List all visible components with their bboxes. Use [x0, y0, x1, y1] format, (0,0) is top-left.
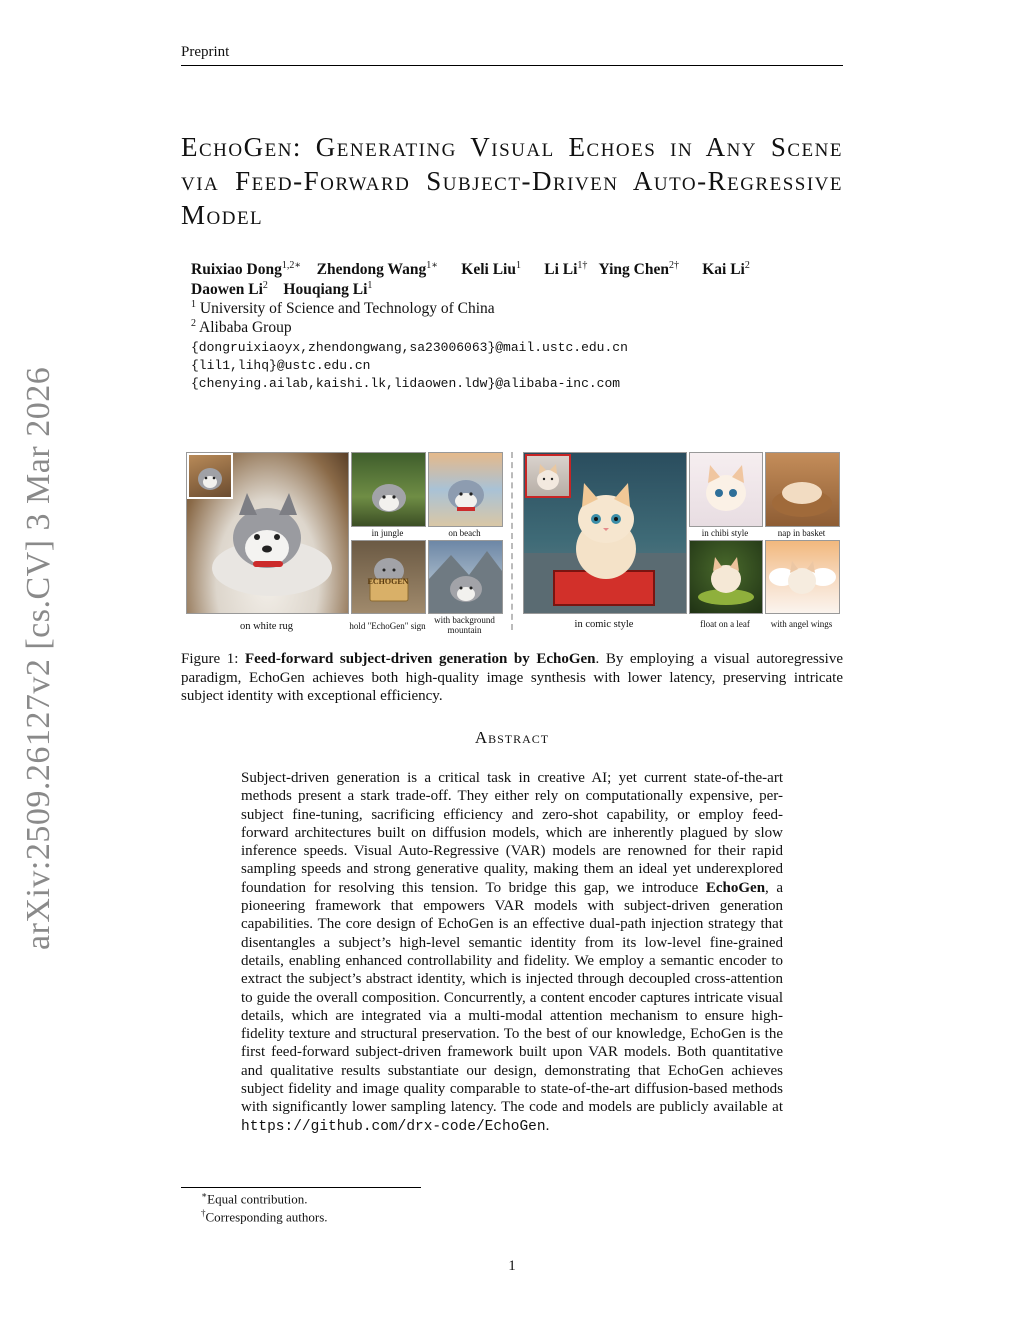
email-line-2[interactable]: {lil1,lihq}@ustc.edu.cn: [191, 358, 371, 373]
caption-on-beach: on beach: [448, 528, 481, 538]
husky-in-jungle-image: [351, 452, 426, 527]
affiliation-mark: 2: [191, 318, 196, 329]
kitten-float-on-leaf-image: [689, 540, 763, 614]
author-mark: 1,2∗: [281, 260, 302, 271]
affiliation-mark: 1: [191, 299, 196, 310]
author-mark: 1: [367, 280, 373, 291]
code-url-link[interactable]: https://github.com/drx-code/EchoGen: [241, 1118, 546, 1135]
affiliation-2: [191, 318, 292, 337]
footnote-corresponding: [201, 1208, 328, 1225]
caption-with-background-mountain: [425, 615, 504, 635]
figure-divider: [511, 452, 513, 630]
author-mark: 1∗: [426, 260, 439, 271]
author-name: Keli Liu: [461, 261, 516, 279]
author-name: Houqiang Li: [283, 281, 368, 299]
paper-title: EchoGen: Generating Visual Echoes in Any Scene via Feed-Forward Subject-Driven Auto-Regressive Model: [181, 132, 843, 230]
kitten-chibi-style-image: [689, 452, 763, 527]
affiliation-1: [191, 299, 495, 318]
author-name: Ying Chen: [598, 261, 669, 279]
author-name: Daowen Li: [191, 281, 263, 299]
footnote-text: Equal contribution.: [207, 1191, 308, 1207]
author-name: Zhendong Wang: [316, 261, 427, 279]
footnote-mark: †: [201, 1208, 206, 1218]
arxiv-stamp: arXiv:2509.26127v2 [cs.CV] 3 Mar 2026: [20, 366, 57, 950]
caption-in-comic-style: in comic style: [574, 619, 634, 630]
abstract-text-1: Subject-driven generation is a critical task in creative AI; yet current state-of-the-art methods present a stark trade-off. They either rely on computationally expensive, per-subject fine-tuning, sacrificing efficiency and zero-shot capability, or employ feed-forward architectures built on diffusion models, which are inherently plagued by slow inference speeds. Visual Auto-Regressive (VAR) models are renowned for their rapid sampling speeds and strong generative quality, making them an ideal yet underexplored foundation for resolving this tension. To bridge this gap, we introduce: [241, 770, 783, 896]
caption-float-on-a-leaf: float on a leaf: [700, 619, 750, 629]
author-name: Li Li: [544, 261, 578, 279]
figure-caption-bold: Feed-forward subject-driven generation by EchoGen: [245, 651, 596, 667]
email-line-3[interactable]: {chenying.ailab,kaishi.lk,lidaowen.ldw}@alibaba-inc.com: [191, 376, 621, 391]
affiliation-text: University of Science and Technology of China: [199, 300, 495, 318]
caption-with-angel-wings: with angel wings: [770, 619, 833, 629]
footnote-mark: ∗: [201, 1190, 208, 1200]
author-mark: 2: [262, 280, 268, 291]
author-line-1: [191, 260, 750, 279]
author-line-2: [191, 280, 372, 299]
kitten-nap-in-basket-image: [765, 452, 840, 527]
footnote-rule: [181, 1187, 421, 1188]
abstract-text-2: , a pioneering framework that empowers VAR models with subject-driven generation capabilities. The core design of EchoGen is an effective dual-path injection strategy that disentangles a subject’s high-level semantic identity from its low-level fine-grained details, enabling enhanced controllability and fidelity. We employ a semantic encoder to extract the subject’s abstract identity, which is injected through decoupled cross-attention to guide the overall composition. Concurrently, a content encoder captures intricate visual details, which are integrated via a multi-modal attention mechanism to ensure high-fidelity texture and structural preservation. To the best of our knowledge, EchoGen is the first feed-forward subject-driven framework built upon VAR models. Both quantitative and qualitative results substantiate our design, demonstrating that EchoGen achieves subject fidelity and image quality comparable to state-of-the-art diffusion-based methods with significantly lower sampling latency. The code and models are publicly available at: [241, 879, 783, 1116]
caption-in-chibi-style: in chibi style: [701, 528, 749, 538]
caption-nap-in-basket: nap in basket: [777, 528, 826, 538]
caption-hold-sign: hold "EchoGen" sign: [349, 621, 426, 631]
running-head: Preprint: [181, 44, 230, 60]
kitten-reference-inset: [525, 454, 571, 498]
author-name: Ruixiao Dong: [191, 261, 282, 279]
figure-caption: [181, 650, 843, 706]
husky-reference-inset: [187, 453, 233, 499]
author-mark: 1: [515, 260, 521, 271]
author-name: Kai Li: [702, 261, 745, 279]
author-mark: 2: [744, 260, 750, 271]
abstract-body: [241, 769, 783, 1136]
page-number: 1: [508, 1258, 516, 1274]
figure-label: Figure 1:: [181, 651, 239, 667]
caption-in-jungle: in jungle: [371, 528, 404, 538]
author-mark: 1†: [577, 260, 588, 271]
header-rule: [181, 65, 843, 66]
figure-caption-text: . By employing a visual autoregressive paradigm, EchoGen achieves both high-quality image synthesis with lower latency, preserving intricate subject identity with exceptional efficiency.: [181, 651, 843, 704]
abstract-heading: Abstract: [474, 728, 550, 747]
footnote-text: Corresponding authors.: [205, 1209, 328, 1225]
abstract-bold: EchoGen: [705, 879, 766, 896]
email-line-1[interactable]: {dongruixiaoyx,zhendongwang,sa23006063}@mail.ustc.edu.cn: [191, 340, 628, 355]
husky-mountain-image: [428, 540, 503, 614]
caption-on-white-rug: on white rug: [239, 621, 294, 632]
author-mark: 2†: [668, 260, 679, 271]
abstract-end: .: [545, 1117, 550, 1134]
kitten-angel-wings-image: [765, 540, 840, 614]
affiliation-text: Alibaba Group: [199, 319, 292, 337]
caption-line: mountain: [447, 625, 482, 635]
sign-text: ECHOGEN: [367, 577, 409, 586]
footnote-equal-contribution: [201, 1190, 308, 1207]
caption-line: with background: [434, 615, 495, 625]
husky-on-beach-image: [428, 452, 503, 527]
